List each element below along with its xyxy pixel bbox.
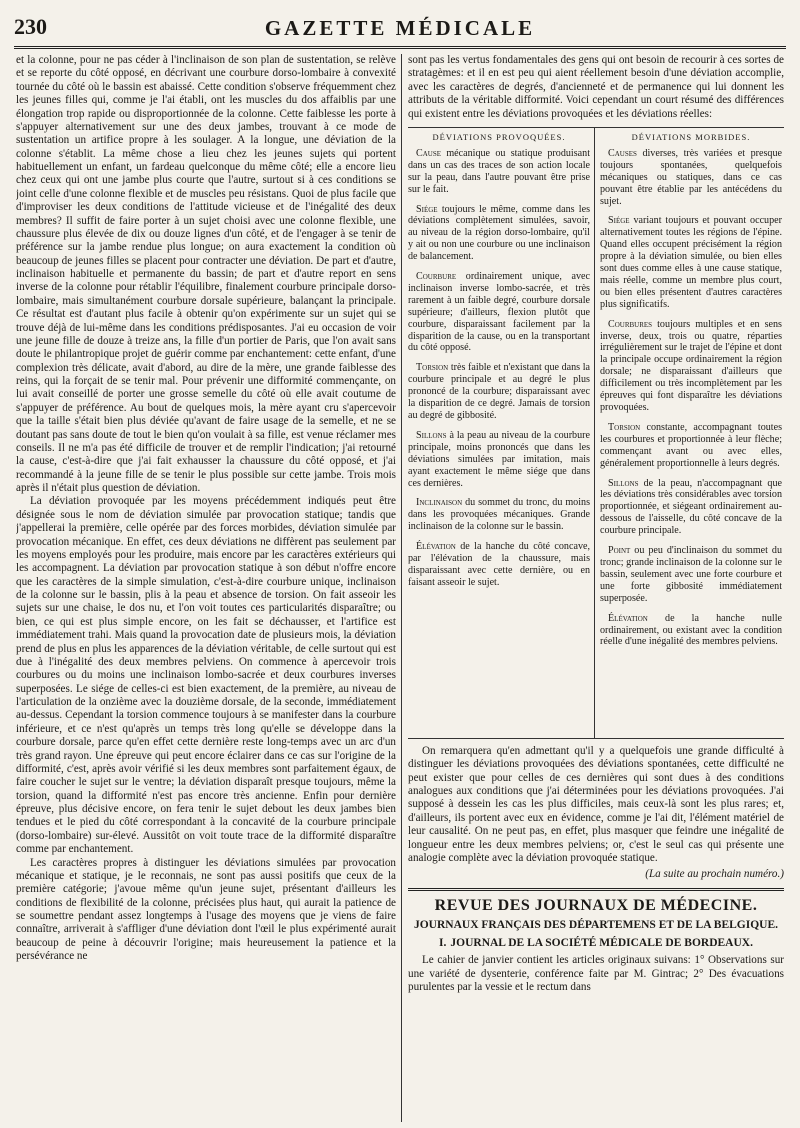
continuation-note: (La suite au prochain numéro.) bbox=[645, 868, 784, 881]
page-number: 230 bbox=[14, 14, 47, 39]
table-heading-morbid: DÉVIATIONS MORBIDES. bbox=[631, 131, 751, 142]
table-entry-text: de la hanche nulle ordinairement, ou existant avec la condition réelle d'une inégalité des membres pelviens. bbox=[600, 612, 782, 648]
table-entry-text: constante, accompagnant toutes les courbures et proportionnée à leur flèche; commençant avant ou avec elles, généralement proportionnelle à leurs degrés. bbox=[600, 421, 783, 469]
subsection-title: I. JOURNAL DE LA SOCIÉTÉ MÉDICALE DE BORDEAUX. bbox=[439, 936, 753, 949]
table-entry-lead: Cause bbox=[416, 147, 442, 159]
body-paragraph: et la colonne, pour ne pas céder à l'inclinaison de son plan de sustentation, se relève et se reporte du côté opposé, en décrivant une courbure dorso-lombaire à convexité tournée du côté où le bassin est abaissé. Cette condition s'observe fréquemment chez les jeunes filles qui, comme je l'ai établi, ont les muscles du dos affaiblis par une élongation trop rapide ou disproportionnée de la colonne. Cette faiblesse les porte à s'appuyer alternativement sur une des deux jambes, trouvant à ce mode de sustentation un artifice propre à les soulager. A la longue, une déviation de la colonne s'établit. La même chose a lieu chez les jeunes sujets qui portent habituellement un enfant, un fardeau quelconque du même côté; elle a encore lieu chez ceux qui ont une jambe plus courte que l'autre, surtout si à ces conditions se joint celle d'une colonne flexible et de muscles peu résistans. Quoi de plus facile que d'improviser les deux conditions de l'attitude vicieuse et de l'inégalité des deux membres? Il suffit de faire porter à un sujet choisi avec une colonne flexible, une chaussure plus élevée de dix ou douze lignes d'un côté, et de l'engager à se tenir de préférence sur la jambe rendue plus longue; on aura exactement la condition où beaucoup de jeunes filles se placent pour contracter une déviation. De part et d'autre, inclinaison habituelle et permanente du bassin; de part et d'autre report en sens inverse de la colonne pour rétablir l'équilibre, finalement courbure principale dorso-lombaire, mais simultanément courbure dorsale supérieure, balançant la principale. Ce résultat est d'autant plus facile à obtenir qu'on expérimente sur un sujet qui se trouve déjà de lui-même dans les conditions prédisposantes. J'ai eu occasion de voir une jeune fille de douze à treize ans, la fille d'un portier de Paris, que l'on avait sans doute le philantropique projet de guérir comme par enchantement: cette enfant, d'une complexion très délicate, avait d'abord, au dire de la mère, une grande faiblesse des reins, qui la forçait de se tenir mal. Pour prévenir une difformité commençante, on lui avait conseillé de porter une grosse semelle du côté où elle avait coutume de s'appuyer de préférence. Au bout de quelques mois, la mère ayant cru s'apercevoir que la taille s'était bien plus déviée qu'avant de faire usage de la semelle, et ne se doutant pas sans doute de tout le bien qu'on voulait à sa fille, est venue réclamer mes conseils. Il ne m'a pas été difficile de trouver et de remplir l'indication; j'ai retourné la cause, c'est-à-dire que j'ai fait exhausser la chaussure du côté opposé, et j'ai recommandé à la jeune fille de se tenir le plus possible sur cette jambe. Trois mois après il n'était plus question de déviation. bbox=[16, 54, 396, 494]
table-entry bbox=[408, 541, 590, 589]
table-entry-lead: Siége bbox=[416, 203, 438, 215]
table-entry-lead: Point bbox=[608, 545, 631, 557]
right-column bbox=[408, 54, 784, 1122]
body-paragraph: Le cahier de janvier contient les articles originaux suivans: 1° Observations sur une variété de dysenterie, conférence faite par M. Gintrac; 2° Des évacuations purulentes par la vessie et le rectum dans bbox=[408, 954, 784, 994]
table-entry bbox=[600, 319, 782, 414]
table-entry bbox=[408, 204, 590, 264]
table-divider bbox=[594, 128, 595, 738]
table-entry-lead: Courbures bbox=[608, 318, 653, 330]
table-entry-lead: Siége bbox=[608, 215, 630, 227]
table-entry-lead: Torsion bbox=[608, 421, 641, 433]
table-entry bbox=[600, 545, 782, 605]
table-entry-lead: Sillons bbox=[608, 477, 639, 489]
table-entry-lead: Élévation bbox=[416, 541, 456, 553]
table-entry bbox=[408, 430, 590, 490]
table-entry-text: de la peau, n'accompagnant que les déviations très considérables avec torsion proportionnée, et siégeant ordinairement au-dessous de l'aisselle, du côté concave de la courbure principale. bbox=[600, 477, 782, 537]
table-entry-lead: Torsion bbox=[416, 362, 449, 374]
morbid-deviations-column bbox=[600, 128, 782, 738]
table-entry-text: très faible et n'existant que dans la courbure principale et au degré le plus prononcé de la courbure; disparaissant avec la disparition de ce degré. Jamais de torsion au degré de gibbosité. bbox=[408, 362, 590, 422]
table-entry-lead: Courbure bbox=[416, 271, 457, 283]
table-entry-text: du sommet du tronc, du moins dans les provoquées mécaniques. Grande inclinaison de la colonne sur le bassin. bbox=[408, 497, 590, 533]
table-entry-lead: Sillons bbox=[416, 429, 447, 441]
section-title: REVUE DES JOURNAUX DE MÉDECINE. bbox=[434, 896, 758, 914]
table-entry-text: diverses, très variées et presque toujours spontanées, quelquefois mécaniques ou statiques, dans ce cas pouvant être établie par les antécédens du sujet. bbox=[600, 147, 782, 207]
table-entry-lead: Élévation bbox=[608, 612, 648, 624]
table-entry bbox=[408, 148, 590, 196]
table-entry bbox=[600, 478, 782, 538]
table-entry bbox=[600, 215, 782, 310]
table-entry-text: mécanique ou statique produisant dans un cas des traces de son action locale sur la peau, dans l'autre pouvant être prise sur le fait. bbox=[408, 147, 590, 195]
journal-title: GAZETTE MÉDICALE bbox=[264, 16, 536, 40]
table-entry-text: variant toujours et pouvant occuper alternativement toutes les régions de l'épine. Quand elles occupent précisément la région propre à la déviation simulée, ou bien elles sont dues comme elles à une cause statique, mais réelle, comme un membre plus court, ou bien elles présentent d'autres caractères plus significatifs. bbox=[600, 215, 782, 310]
section-subtitle: JOURNAUX FRANÇAIS DES DÉPARTEMENS ET DE LA BELGIQUE. bbox=[413, 918, 779, 931]
body-paragraph: Les caractères propres à distinguer les déviations simulées par provocation mécanique et statique, je le reconnais, ne sont pas aussi positifs que ceux de la première catégorie; j'avoue même qu'un jeune sujet, présentant d'ailleurs les conditions de flexibilité de la colonne, précisées plus haut, qui aurait la patience de se soumettre pendant assez longtemps à l'usage des moyens que je viens de faire connaître, arriverait à s'affliger d'une déviation dont l'œil le plus expérimenté aurait beaucoup de peine à découvrir l'origine; mais heureusement la patience et la persévérance ne bbox=[16, 856, 396, 963]
table-entry bbox=[408, 271, 590, 354]
table-entry-text: à la peau au niveau de la courbure principale, moins prononcés que dans les déviations simulées par imitation, mais ayant exactement le même siége que dans ces dernières. bbox=[408, 429, 590, 489]
section-divider bbox=[408, 888, 784, 891]
left-column bbox=[16, 54, 396, 1122]
table-entry bbox=[600, 148, 782, 208]
table-entry-text: toujours multiples et en sens inverse, deux, trois ou quatre, réparties irrégulièrement sur le trajet de l'épine et dont la principale occupe ordinairement la région dorsale; ne disparaissant d'ailleurs que difficilement ou très incomplètement par les épreuves qui font disparaître les déviations provoquées. bbox=[600, 318, 782, 414]
table-entry bbox=[408, 497, 590, 533]
column-divider bbox=[401, 54, 402, 1122]
body-paragraph: sont pas les vertus fondamentales des gens qui ont besoin de recourir à ces sortes de stratagèmes: et il en est peu qui aient réellement besoin d'une déviation accomplie, avec les caractères de degrés, d'ancienneté et de permanence qui lui donnent les attributs de la véritable difformité. Voici cependant un court résumé des différences qui existent entre les déviations provoquées et les déviations réelles: bbox=[408, 54, 784, 120]
table-heading-provoked: DÉVIATIONS PROVOQUÉES. bbox=[432, 131, 566, 142]
table-entry-lead: Causes bbox=[608, 147, 637, 159]
provoked-deviations-column bbox=[408, 128, 590, 738]
body-paragraph: La déviation provoquée par les moyens précédemment indiqués peut être désignée sous le nom de déviation simulée par provocation statique; tandis que j'appellerai la première, celle opérée par des forces morbides, déviation simulée par provocation mécanique. En effet, ces deux déviations ne diffèrent pas seulement par les moyens employés pour les produire, mais encore par les caractères extérieurs qui les accompagnent. La déviation par provocation statique à son début n'offre encore que les caractères de la simple simulation, c'est-à-dire courbure unique, inclinaison de la colonne sur le bassin, plis à la peau et absence de torsion. On fait asseoir les sujets sur une chaise, le dos nu, et l'on voit toutes ces particularités disparaître; ou bien, ce qui est plus simple encore, on les fait se déchausser, et l'artifice est immédiatement trahi. Mais quand la provocation date de plusieurs mois, la déviation prend de plus en plus les apparences de la déviation véritable, de celle surtout qui est due à l'inégalité des deux membres pelviens. On commence à apercevoir trois courbures ou du moins une inclinaison lombo-sacrée et deux courbures inverses superposées. Le siége de celles-ci est bien exactement, de la première, au niveau de l'articulation de la onzième avec la douzième dorsale, de la seconde, immédiatement au-dessus. Cependant la torsion commence toujours à se manifester dans la courbure inférieure, et ce n'est qu'après un temps très long qu'elle se développe dans la courbure dorsale, parce qu'en effet cette dernière reste long-temps avec un arc d'un très grand rayon. Une épreuve qui peut encore éclairer dans ce cas sur l'origine de la difformité, c'est, après avoir vérifié si les deux membres sont parfaitement égaux, de faire coucher le sujet sur le ventre; la déviation disparaît presque toujours, même la torsion, quand la difformité n'est pas encore très ancienne. Enfin pour dernière épreuve, plus décisive encore, on fera tenir le sujet debout les deux jambes bien tendues et le pied du côté correspondant à la concavité de la courbure principale (dorso-lombaire) sur-élevé. Aussitôt on voit toute trace de la difformité disparaître comme par enchantement. bbox=[16, 495, 396, 856]
table-entry-text: ordinairement unique, avec inclinaison inverse lombo-sacrée, et très rarement à un faible degré, courbure dorsale supérieure; d'ailleurs, flexion plutôt que courbure, disparaissant facilement par la disparition de la cause, ou en la transportant du côté opposé. bbox=[408, 271, 590, 354]
table-entry bbox=[600, 422, 782, 470]
table-entry bbox=[408, 362, 590, 422]
table-entry-text: ou peu d'inclinaison du sommet du tronc; grande inclinaison de la colonne sur le bassin, seulement avec une forte courbure et une forte gibbosité immédiatement superposée. bbox=[600, 545, 782, 604]
table-entry-text: toujours le même, comme dans les déviations complètement simulées, savoir, au niveau de la région dorso-lombaire, qu'il y ait ou non une courbure ou une inclinaison de balancement. bbox=[408, 203, 590, 263]
table-entry-lead: Inclinaison bbox=[416, 497, 463, 509]
comparison-table bbox=[408, 127, 784, 739]
table-entry bbox=[600, 613, 782, 649]
table-entry-text: de la hanche du côté concave, par l'élévation de la chaussure, mais disparaissant avec cette dernière, ou en faisant asseoir le sujet. bbox=[408, 541, 590, 588]
body-paragraph: On remarquera qu'en admettant qu'il y a quelquefois une grande difficulté à distinguer les déviations provoquées des déviations spontanées, cette difficulté ne peut exister que pour celles de ces dernières qui sont dues à des conditions analogues aux conditions que j'ai déterminées pour les déviations provoquées. J'ai supposé à dessein les cas les plus difficiles, mais ceux-là sont les plus rares; et, d'ailleurs, ils portent avec eux en évidence, comme je l'ai dit, l'élément matériel de leur causalité. On ne peut pas, en effet, plus masquer que feindre une inégalité de longueur entre les deux membres pelviens; or, c'est le seul cas qui présente une analogie complète avec la déviation provoquée statique. bbox=[408, 744, 784, 864]
masthead bbox=[14, 6, 786, 49]
